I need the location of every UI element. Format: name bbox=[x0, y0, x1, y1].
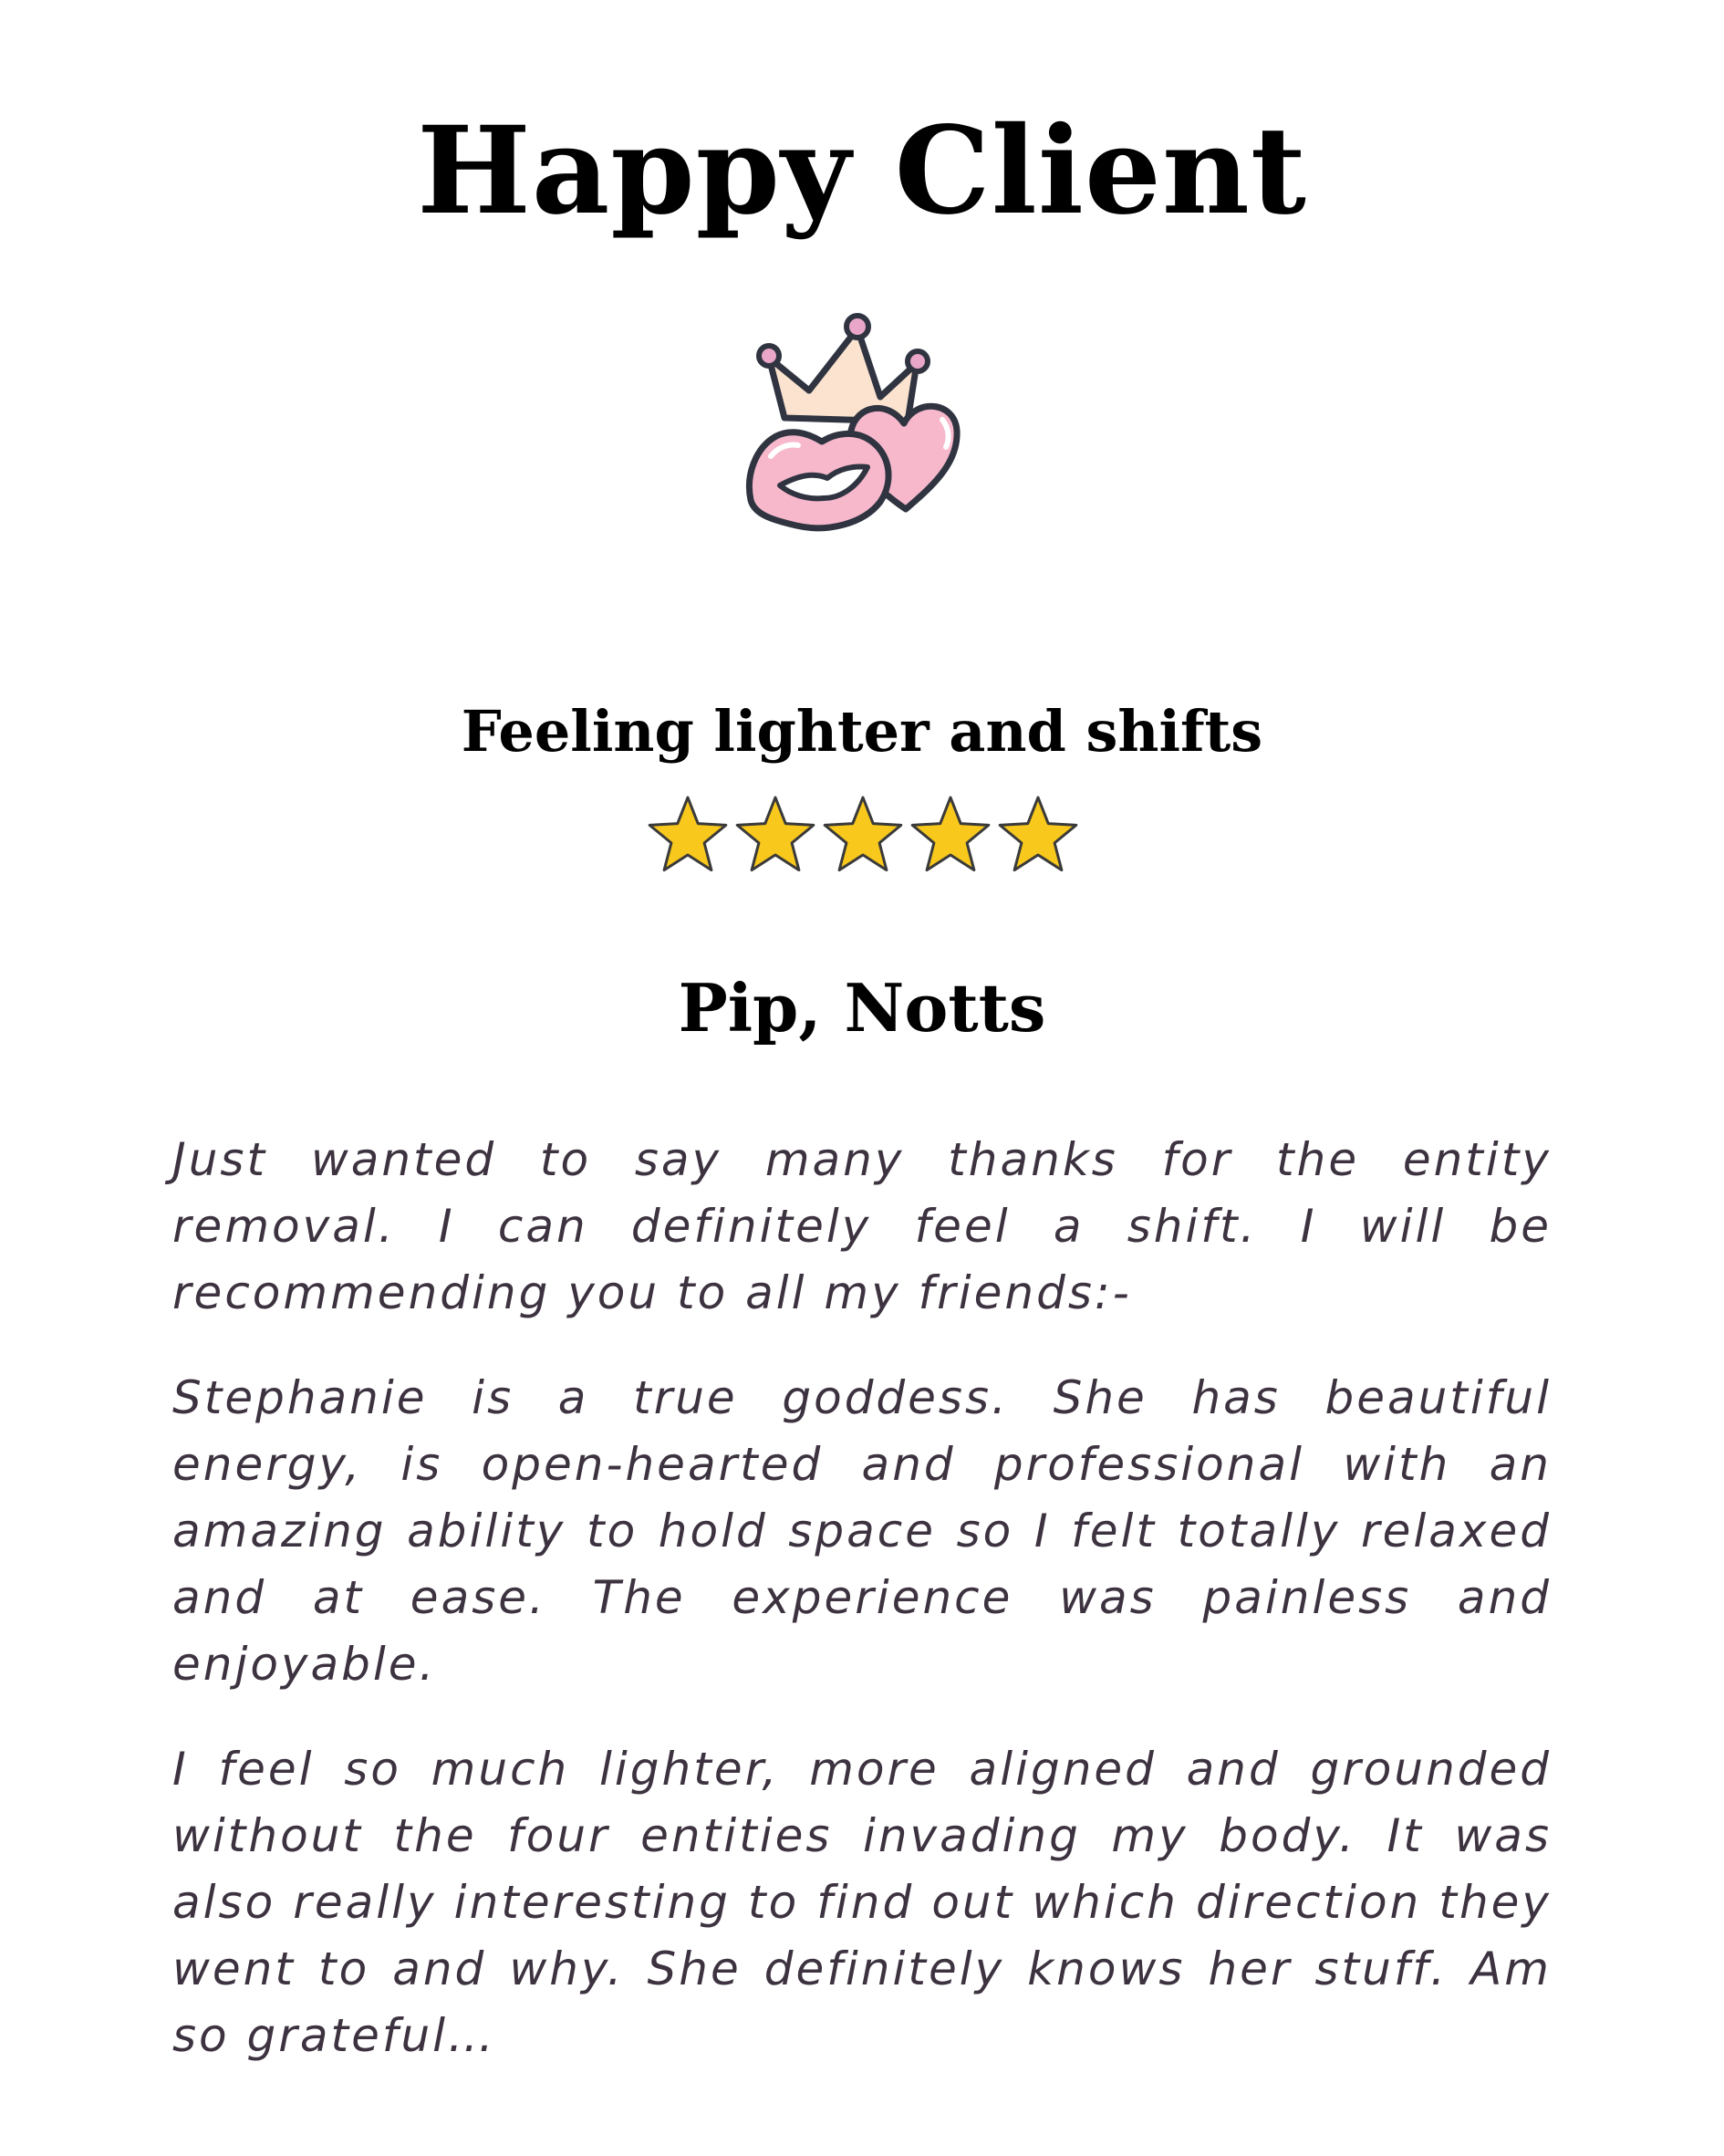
star-icon bbox=[1000, 797, 1076, 870]
review-paragraph: Stephanie is a true goddess. She has beautiful energy, is open-hearted and professional with an amazing ability to hold space so I felt totally relaxed and at ease. The experience was painless and enjoyable. bbox=[172, 1371, 1552, 1691]
star-icon bbox=[737, 797, 814, 870]
testimonial-headline: Feeling lighter and shifts bbox=[461, 698, 1263, 765]
rating-stars bbox=[644, 794, 1082, 878]
page-title: Happy Client bbox=[417, 100, 1307, 242]
star-icon bbox=[912, 797, 989, 870]
star-icon bbox=[825, 797, 901, 870]
star-icon bbox=[649, 797, 726, 870]
crown-lips-heart-icon bbox=[743, 310, 990, 538]
testimonial-author: Pip, Notts bbox=[678, 969, 1046, 1047]
review-paragraph: Just wanted to say many thanks for the entity removal. I can definitely feel a shift. I will be recommending you to all my friends:- bbox=[172, 1133, 1552, 1319]
review-paragraph: I feel so much lighter, more aligned and grounded without the four entities invading my body. It was also really interesting to find out which direction they went to and why. She definitely knows her stuff. Am so grateful… bbox=[172, 1743, 1552, 2062]
testimonial-body bbox=[172, 1127, 1552, 2108]
